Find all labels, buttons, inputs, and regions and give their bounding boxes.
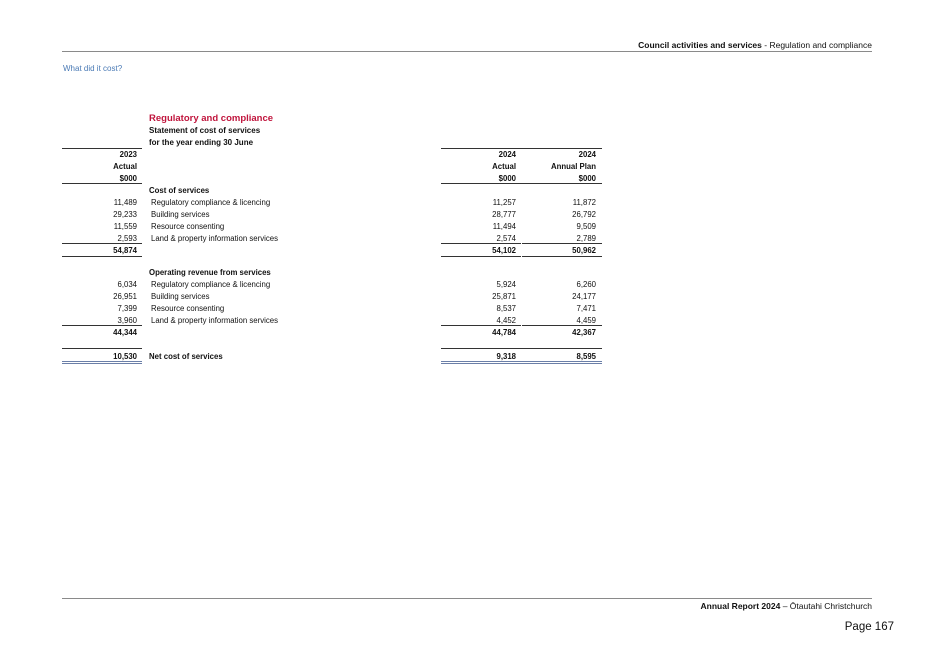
net-rule-2024 [441, 348, 602, 349]
revenue-plan-value: 24,177 [572, 292, 596, 301]
footer-rule [62, 598, 872, 599]
running-footer [701, 601, 872, 611]
revenue-subtotal-rule-2024 [441, 325, 521, 326]
cost-total-rule-plan [522, 256, 602, 257]
net-cost-2023: 10,530 [113, 352, 137, 361]
net-cost-label: Net cost of services [149, 352, 223, 361]
cost-total-2024: 54,102 [492, 246, 516, 255]
cost-plan-value: 26,792 [572, 210, 596, 219]
running-header [638, 40, 872, 50]
col-2023-unit: $000 [119, 174, 137, 183]
col-2023-type: Actual [113, 162, 137, 171]
cost-total-plan: 50,962 [572, 246, 596, 255]
cost-subtotal-rule-plan [522, 243, 602, 244]
col-2023-year: 2023 [119, 150, 137, 159]
cost-2024-value: 28,777 [492, 210, 516, 219]
revenue-2024-value: 25,871 [492, 292, 516, 301]
header-rule-2024 [441, 148, 602, 149]
cost-row-label: Land & property information services [151, 234, 278, 243]
cost-2024-value: 11,257 [492, 198, 516, 207]
statement-title: Regulatory and compliance [149, 113, 274, 124]
revenue-plan-value: 6,260 [576, 280, 596, 289]
revenue-row-label: Regulatory compliance & licencing [151, 280, 271, 289]
cost-row-label: Regulatory compliance & licencing [151, 198, 271, 207]
cost-2023-value: 11,489 [113, 198, 137, 207]
cost-2024-value: 11,494 [492, 222, 516, 231]
header-section: Council activities and services [638, 40, 762, 50]
header-subsection: Regulation and compliance [769, 40, 872, 50]
revenue-total-plan: 42,367 [572, 328, 596, 337]
col-2024-unit: $000 [498, 174, 516, 183]
revenue-plan-value: 4,459 [576, 316, 596, 325]
revenue-total-2023: 44,344 [113, 328, 137, 337]
net-double-rule-2024 [441, 361, 602, 364]
col-2024-year: 2024 [498, 150, 516, 159]
net-double-rule-2023 [62, 361, 142, 364]
col-plan-unit: $000 [578, 174, 596, 183]
statement-subtitle: Statement of cost of services [149, 126, 261, 135]
col-plan-year: 2024 [578, 150, 596, 159]
col-plan-type: Annual Plan [550, 162, 596, 171]
net-cost-plan: 8,595 [576, 352, 596, 361]
cost-2023-value: 11,559 [113, 222, 137, 231]
revenue-2023-value: 6,034 [117, 280, 137, 289]
revenue-total-2024: 44,784 [492, 328, 516, 337]
header-separator: - [761, 40, 770, 50]
cost-of-services-heading: Cost of services [149, 186, 210, 195]
cost-plan-value: 11,872 [572, 198, 596, 207]
net-cost-2024: 9,318 [496, 352, 516, 361]
cost-row-label: Building services [151, 210, 210, 219]
col-2024-type: Actual [492, 162, 516, 171]
header-underline-2024 [441, 183, 602, 184]
header-rule-2023 [62, 148, 142, 149]
cost-total-rule-2024 [441, 256, 521, 257]
header-rule [62, 51, 872, 52]
revenue-2023-value: 26,951 [113, 292, 137, 301]
revenue-2024-value: 8,537 [496, 304, 516, 313]
operating-revenue-heading: Operating revenue from services [149, 268, 271, 277]
net-rule-2023 [62, 348, 142, 349]
revenue-plan-value: 7,471 [576, 304, 596, 313]
cost-plan-value: 2,789 [576, 234, 596, 243]
what-did-it-cost-heading: What did it cost? [63, 64, 123, 73]
revenue-subtotal-rule-2023 [62, 325, 142, 326]
cost-total-2023: 54,874 [113, 246, 137, 255]
footer-city: Ōtautahi Christchurch [789, 601, 872, 611]
revenue-2023-value: 3,960 [117, 316, 137, 325]
revenue-row-label: Land & property information services [151, 316, 278, 325]
cost-2023-value: 29,233 [113, 210, 137, 219]
page-number: Page 167 [844, 621, 894, 633]
revenue-row-label: Building services [151, 292, 210, 301]
cost-2024-value: 2,574 [496, 234, 516, 243]
revenue-2023-value: 7,399 [117, 304, 137, 313]
cost-subtotal-rule-2024 [441, 243, 521, 244]
footer-dash: – [780, 601, 790, 611]
revenue-2024-value: 5,924 [496, 280, 516, 289]
cost-subtotal-rule-2023 [62, 243, 142, 244]
revenue-row-label: Resource consenting [151, 304, 225, 313]
revenue-subtotal-rule-plan [522, 325, 602, 326]
cost-2023-value: 2,593 [117, 234, 137, 243]
cost-total-rule-2023 [62, 256, 142, 257]
cost-plan-value: 9,509 [576, 222, 596, 231]
revenue-2024-value: 4,452 [496, 316, 516, 325]
statement-period: for the year ending 30 June [149, 138, 254, 147]
footer-report: Annual Report 2024 [700, 601, 781, 611]
header-underline-2023 [62, 183, 142, 184]
cost-row-label: Resource consenting [151, 222, 225, 231]
